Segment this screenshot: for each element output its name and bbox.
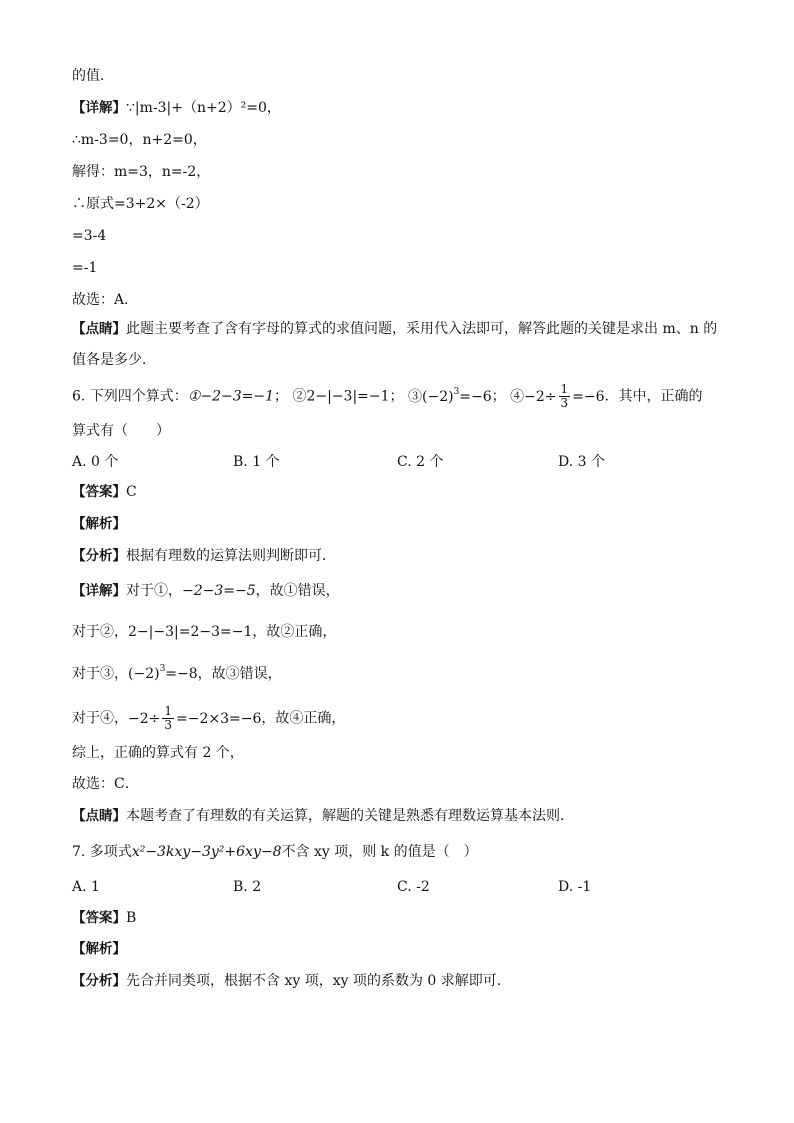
analysis-line (72, 939, 126, 959)
q6-option-a: A. 0 个 (72, 454, 119, 470)
q7-poly: x²−3kxy−3y²+6xy−8 (131, 844, 282, 860)
text-line: =-1 (72, 260, 98, 276)
fenxi-line (72, 546, 336, 566)
text-line: ∴m-3=0，n+2=0， (72, 132, 207, 148)
comment-line (72, 319, 717, 339)
q6-sep: ； (274, 388, 289, 405)
text-line: 故选：C． (72, 776, 139, 792)
detail-line: 【详解】对于①，−2−3=−5，故①错误， (72, 583, 340, 599)
text-line: =3-4 (72, 228, 107, 244)
comment-tag: 【点睛】 (72, 321, 126, 337)
detail-tag: 【详解】 (72, 100, 126, 116)
fenxi-tag: 【分析】 (72, 973, 126, 989)
detail-line: 对于④，−2÷ $\frac{1}{3}$ =−2×3=−6，故④正确， (72, 704, 346, 732)
text-line: 算式有（ ） (72, 423, 170, 439)
detail-tag: 【详解】 (72, 583, 126, 599)
q6-option-d: D. 3 个 (558, 454, 605, 470)
q7-suffix: 不含 xy 项，则 k 的值是（ ） (281, 844, 478, 860)
answer-value: C (126, 484, 137, 500)
text-line: ∴原式=3+2×（-2） (72, 196, 209, 212)
q7-option-d: D. -1 (558, 879, 592, 895)
math-expr: 2−|−3|=2−3=−1 (128, 624, 253, 640)
text-line: 值各是多少． (72, 352, 156, 368)
math-expr: −2÷ $\frac{1}{3}$ =−2×3=−6 (128, 704, 262, 732)
q7-option-b: B. 2 (233, 879, 262, 895)
q6-option-b: B. 1 个 (233, 454, 280, 470)
answer-line (72, 482, 137, 502)
answer-tag: 【答案】 (72, 910, 126, 926)
text-line: 的值． (72, 68, 114, 84)
analysis-line (72, 514, 126, 534)
text-line: 本题考查了有理数的有关运算，解题的关键是熟悉有理数运算基本法则． (126, 808, 574, 824)
q6-expr-1: ①−2−3=−1 (187, 388, 275, 405)
q6-prefix: 6. 下列四个算式： (72, 388, 188, 405)
q7-option-c: C. -2 (397, 879, 430, 895)
q6-sep: ； (491, 388, 506, 405)
comment-line (72, 806, 574, 826)
answer-line (72, 908, 136, 928)
answer-tag: 【答案】 (72, 484, 126, 500)
detail-line: 对于③，$(-2)^3=-8$，故③错误， (72, 664, 282, 682)
text-line: 此题主要考查了含有字母的算式的求值问题，采用代入法即可，解答此题的关键是求出 m、n 的 (126, 321, 718, 337)
text-line: 根据有理数的运算法则判断即可． (126, 548, 336, 564)
q6-option-c: C. 2 个 (397, 454, 444, 470)
fenxi-tag: 【分析】 (72, 548, 126, 564)
analysis-tag: 【解析】 (72, 516, 126, 532)
comment-tag: 【点睛】 (72, 808, 126, 824)
detail-line: 对于②，2−|−3|=2−3=−1，故②正确， (72, 624, 337, 640)
q6-expr-3: $③(-2)^3=-6$ (408, 386, 492, 405)
question-6-stem (72, 383, 703, 410)
q6-sep: ； (389, 388, 404, 405)
text-line: 故选：A． (72, 292, 139, 308)
q6-expr-4: ④−2÷ $\frac{1}{3}$ =−6 (510, 382, 605, 410)
question-7-stem (72, 842, 478, 862)
text-line: 解得：m=3，n=-2， (72, 164, 211, 180)
fenxi-line (72, 971, 501, 991)
text-line: 综上，正确的算式有 2 个， (72, 745, 244, 761)
q6-suffix: ．其中，正确的 (604, 388, 703, 405)
math-expr: $(-2)^3=-8$ (128, 664, 198, 682)
detail-line (72, 98, 281, 118)
analysis-tag: 【解析】 (72, 941, 126, 957)
answer-value: B (126, 910, 137, 926)
text-line: ∵|m-3|+（n+2）²=0， (126, 100, 281, 116)
math-expr: −2−3=−5 (182, 583, 256, 599)
text-line: 先合并同类项，根据不含 xy 项，xy 项的系数为 0 求解即可. (126, 973, 502, 989)
q7-prefix: 7. 多项式 (72, 844, 132, 860)
q7-option-a: A. 1 (72, 879, 100, 895)
q6-expr-2: ②2−|−3|=−1 (292, 388, 390, 405)
